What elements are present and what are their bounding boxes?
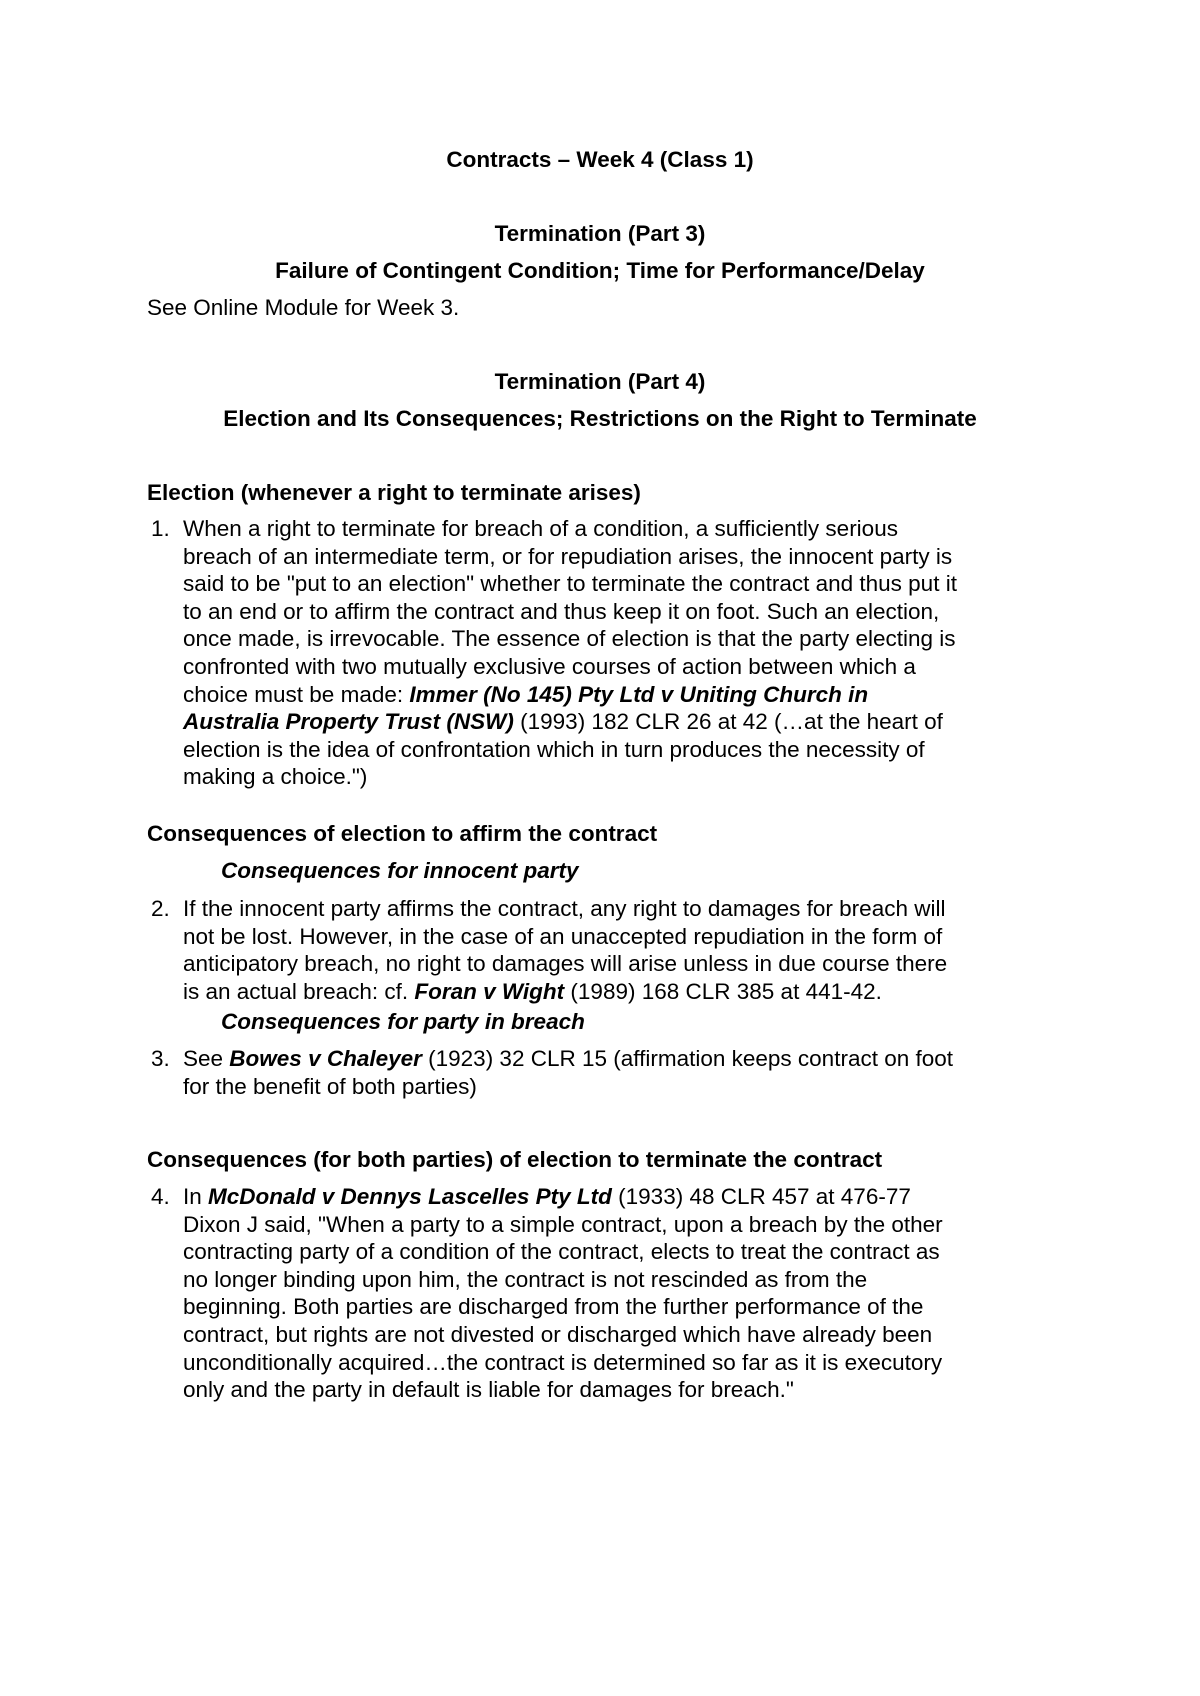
election-heading: Election (whenever a right to terminate arises) (147, 480, 641, 505)
affirm-heading: Consequences of election to affirm the contract (147, 821, 658, 846)
item4-line1-text: In (183, 1184, 209, 1209)
item1-line7 (183, 681, 1063, 709)
item3-line2: for the benefit of both parties) (183, 1073, 477, 1099)
item1-line7-text: choice must be made: (183, 681, 410, 707)
list-number: 2. (151, 896, 170, 921)
item4-line8: only and the party in default is liable for damages for breach." (183, 1377, 794, 1403)
part3-subheading: Failure of Contingent Condition; Time for Performance/Delay (275, 258, 925, 283)
item3-line1 (183, 1045, 1063, 1073)
document-title: Contracts – Week 4 (Class 1) (446, 147, 754, 172)
item2-line4 (183, 978, 1063, 1006)
item2-line2: not be lost. However, in the case of an unaccepted repudiation in the form of (183, 923, 943, 949)
item2-line1: If the innocent party affirms the contract, any right to damages for breach will (183, 896, 946, 921)
terminate-heading: Consequences (for both parties) of election to terminate the contract (147, 1147, 883, 1172)
case-citation-foran: Foran v Wight (414, 978, 565, 1004)
part4-subheading: Election and Its Consequences; Restrictions on the Right to Terminate (223, 406, 977, 431)
item3-line1-text: See (183, 1046, 230, 1071)
item1-line8 (183, 708, 1063, 736)
item4-line3: contracting party of a condition of the contract, elects to treat the contract as (183, 1239, 940, 1265)
item1-line2: breach of an intermediate term, or for repudiation arises, the innocent party is (183, 543, 953, 569)
list-item-2 (151, 895, 1063, 1005)
item2-line4-tail: (1989) 168 CLR 385 at 441-42. (564, 978, 882, 1004)
item1-line10: making a choice.") (183, 764, 368, 790)
list-item-3 (151, 1045, 1063, 1100)
case-citation-bowes: Bowes v Chaleyer (229, 1046, 422, 1071)
item2-line3: anticipatory breach, no right to damages will arise unless in due course there (183, 951, 948, 977)
case-citation-immer-cont: Australia Property Trust (NSW) (183, 709, 514, 735)
list-item-4 (151, 1183, 1063, 1404)
list-number: 4. (151, 1184, 170, 1209)
item1-line3: said to be "put to an election" whether to terminate the contract and thus put it (183, 571, 957, 597)
part4-heading: Termination (Part 4) (494, 369, 706, 394)
item4-line7: unconditionally acquired…the contract is determined so far as it is executory (183, 1349, 943, 1375)
item1-line6: confronted with two mutually exclusive courses of action between which a (183, 653, 916, 679)
item4-line5: beginning. Both parties are discharged from the further performance of the (183, 1294, 924, 1320)
item3-line1-tail: (1923) 32 CLR 15 (affirmation keeps contract on foot (421, 1046, 954, 1071)
item4-line1 (183, 1183, 1063, 1211)
item4-line4: no longer binding upon him, the contract is not rescinded as from the (183, 1266, 868, 1292)
part3-note: See Online Module for Week 3. (147, 295, 460, 320)
item1-line9: election is the idea of confrontation which in turn produces the necessity of (183, 736, 925, 762)
item1-line4: to an end or to affirm the contract and thus keep it on foot. Such an election, (183, 598, 940, 624)
item1-line5: once made, is irrevocable. The essence of election is that the party electing is (183, 626, 956, 652)
list-item-1 (151, 515, 1063, 791)
item4-line2: Dixon J said, "When a party to a simple contract, upon a breach by the other (183, 1211, 943, 1237)
item2-line4-text: is an actual breach: cf. (183, 978, 415, 1004)
list-number: 3. (151, 1046, 170, 1071)
innocent-party-heading: Consequences for innocent party (221, 858, 579, 883)
list-number: 1. (151, 516, 170, 541)
part3-heading: Termination (Part 3) (494, 221, 706, 246)
item1-line8-text: (1993) 182 CLR 26 at 42 (…at the heart of (513, 709, 943, 735)
item4-line6: contract, but rights are not divested or discharged which have already been (183, 1321, 933, 1347)
party-in-breach-heading: Consequences for party in breach (221, 1009, 585, 1034)
case-citation-mcdonald: McDonald v Dennys Lascelles Pty Ltd (208, 1184, 612, 1209)
case-citation-immer: Immer (No 145) Pty Ltd v Uniting Church in (409, 681, 869, 707)
item1-line1: When a right to terminate for breach of a condition, a sufficiently serious (183, 516, 898, 541)
item4-line1-tail: (1933) 48 CLR 457 at 476-77 (611, 1184, 911, 1209)
